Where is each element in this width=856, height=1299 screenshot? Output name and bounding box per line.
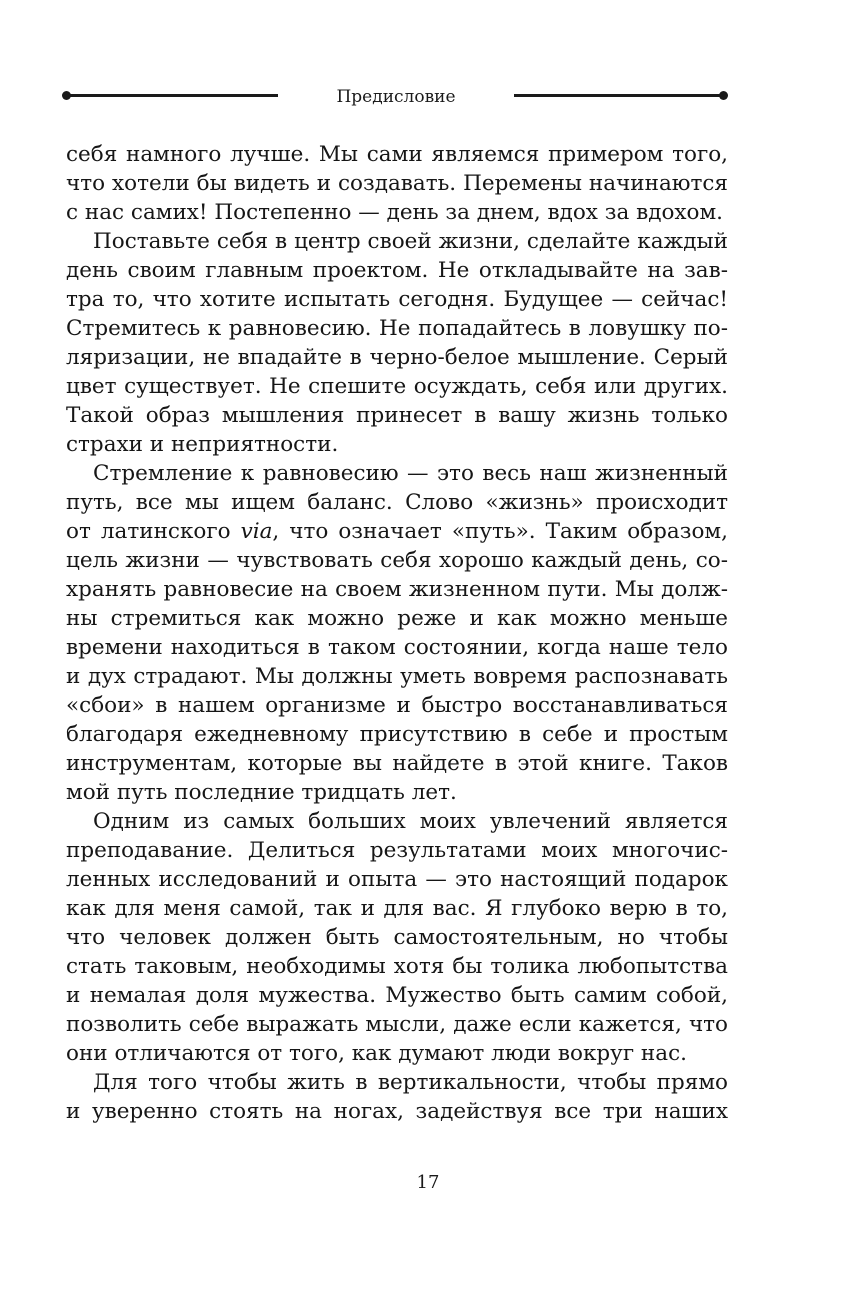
text-line: и уверенно стоять на ногах, задействуя все три наших (66, 1099, 728, 1124)
text-line: хранять равновесие на своем жизненном пути. Мы долж- (66, 577, 728, 602)
text-line: день своим главным проектом. Не откладывайте на зав- (66, 258, 728, 283)
text-line: преподавание. Делиться результатами моих многочис- (66, 838, 728, 863)
text-line: позволить себе выражать мысли, даже если кажется, что (66, 1012, 728, 1037)
text-line: инструментам, которые вы найдете в этой книге. Таков (66, 751, 728, 776)
text-line: Такой образ мышления принесет в вашу жизнь только (66, 403, 728, 428)
text-line: цель жизни — чувствовать себя хорошо каждый день, со- (66, 548, 728, 573)
text-line: цвет существует. Не спешите осуждать, себя или других. (66, 374, 728, 399)
text-line: тра то, что хотите испытать сегодня. Будущее — сейчас! (66, 287, 728, 312)
text-line: и дух страдают. Мы должны уметь вовремя распознавать (66, 664, 728, 689)
header-rule-left (68, 94, 278, 97)
text-line: стать таковым, необходимы хотя бы толика любопытства (66, 954, 728, 979)
text-line: путь, все мы ищем баланс. Слово «жизнь» происходит (66, 490, 728, 515)
text-line: «сбои» в нашем организме и быстро восстанавливаться (66, 693, 728, 718)
text-line: себя намного лучше. Мы сами являемся примером того, (66, 142, 728, 167)
text-line: времени находиться в таком состоянии, когда наше тело (66, 635, 728, 660)
text-line: благодаря ежедневному присутствию в себе и простым (66, 722, 728, 747)
text-line: с нас самих! Постепенно — день за днем, вдох за вдохом. (66, 200, 724, 225)
text-line: от латинского via, что означает «путь». Таким образом, (66, 519, 728, 544)
header-rule-right (514, 94, 724, 97)
text-line: Поставьте себя в центр своей жизни, сделайте каждый (93, 229, 728, 254)
text-line: Стремление к равновесию — это весь наш жизненный (93, 461, 728, 486)
text-line: ляризации, не впадайте в черно-белое мышление. Серый (66, 345, 728, 370)
text-line: ны стремиться как можно реже и как можно меньше (66, 606, 728, 631)
latin-term: via (240, 519, 273, 544)
text-line: Стремитесь к равновесию. Не попадайтесь в ловушку по- (66, 316, 728, 341)
text-line: что человек должен быть самостоятельным, но чтобы (66, 925, 728, 950)
text-line: страхи и неприятности. (66, 432, 339, 457)
text-line: что хотели бы видеть и создавать. Перемены начинаются (66, 171, 728, 196)
text-line: мой путь последние тридцать лет. (66, 780, 457, 805)
page-number: 17 (416, 1172, 440, 1193)
text-line: как для меня самой, так и для вас. Я глубоко верю в то, (66, 896, 728, 921)
text-line: ленных исследований и опыта — это настоящий подарок (66, 867, 728, 892)
text-line: они отличаются от того, как думают люди вокруг нас. (66, 1041, 687, 1066)
running-header (62, 84, 728, 110)
header-ornament-dot-right (719, 91, 728, 100)
text-line: и немалая доля мужества. Мужество быть самим собой, (66, 983, 728, 1008)
text-line: Одним из самых больших моих увлечений является (93, 809, 728, 834)
text-line: Для того чтобы жить в вертикальности, чтобы прямо (93, 1070, 728, 1095)
running-head-title: Предисловие (336, 87, 456, 107)
body-text (66, 140, 728, 1126)
